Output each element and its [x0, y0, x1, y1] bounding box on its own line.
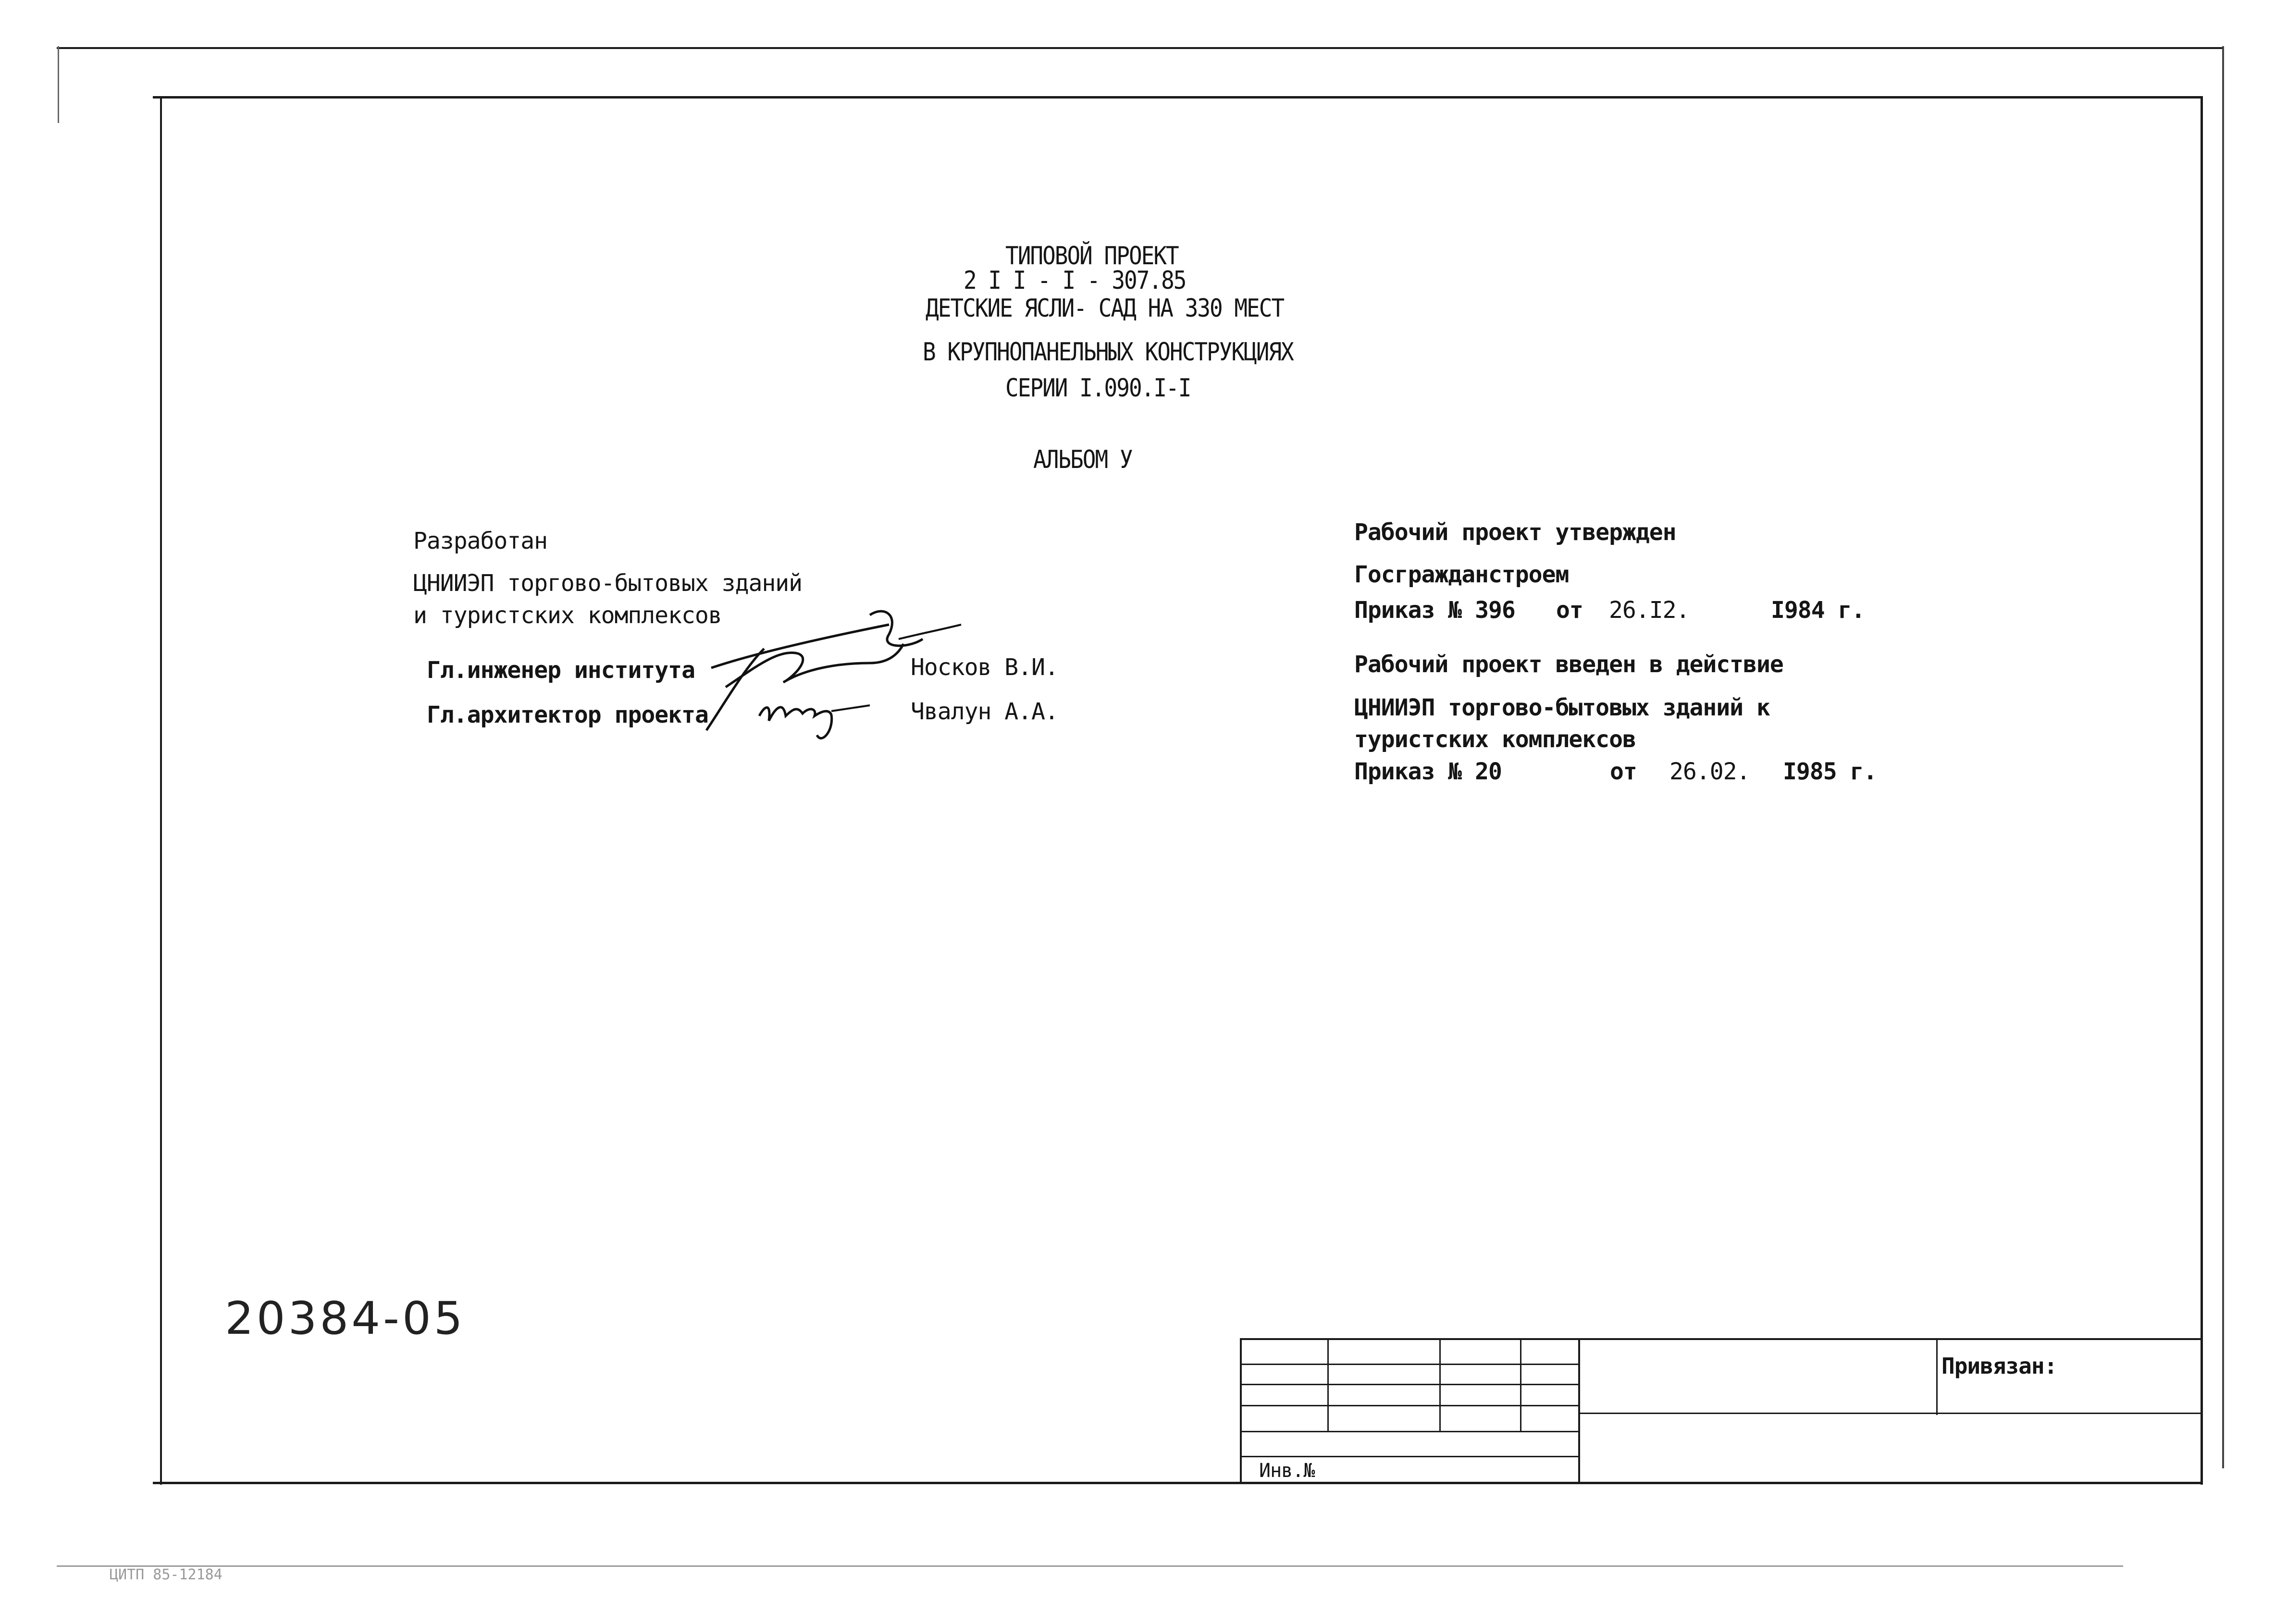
chief-architect-label: Гл.архитектор проекта — [427, 701, 708, 728]
bottom-faint-line — [57, 1565, 2123, 1567]
grid-row-2 — [1241, 1384, 1578, 1385]
order2-year: I985 г. — [1783, 758, 1877, 785]
developer-org-line-2: и туристских комплексов — [413, 602, 722, 629]
order2-date: 26.02. — [1669, 758, 1750, 785]
table-top-line — [1241, 1338, 2201, 1340]
order2-from: от — [1610, 758, 1637, 785]
frame-bottom-line — [153, 1482, 2203, 1484]
enacted-heading: Рабочий проект введен в действие — [1354, 651, 1783, 678]
grid-row-1 — [1241, 1364, 1578, 1365]
outer-top-line — [57, 47, 2224, 49]
title-line-1: ТИПОВОЙ ПРОЕКТ — [1005, 241, 1178, 271]
archive-number: 20384-05 — [225, 1292, 466, 1345]
title-line-5: СЕРИИ I.090.I-I — [1005, 373, 1191, 403]
frame-right-line — [2201, 96, 2203, 1485]
album-label: АЛЬБОМ У — [1033, 445, 1132, 474]
bottom-print-code: ЦИТП 85-12184 — [110, 1566, 223, 1583]
title-line-3: ДЕТСКИЕ ЯСЛИ- САД НА 330 МЕСТ — [926, 294, 1284, 323]
title-line-2: 2 I I - I - 307.85 — [964, 266, 1186, 295]
table-left-line — [1240, 1338, 1242, 1482]
chief-architect-name: Чвалун А.А. — [911, 698, 1058, 725]
outer-right-line — [2222, 46, 2224, 1468]
chief-engineer-name: Носков В.И. — [911, 654, 1058, 681]
order1-label: Приказ № 396 — [1354, 597, 1515, 624]
approved-heading: Рабочий проект утвержден — [1354, 519, 1676, 546]
grid-row-5 — [1241, 1456, 1578, 1457]
order2-label: Приказ № 20 — [1354, 758, 1502, 785]
order1-date: 26.I2. — [1609, 597, 1690, 624]
bound-label: Привязан: — [1941, 1353, 2057, 1379]
developer-org-line-1: ЦНИИЭП торгово-бытовых зданий — [413, 570, 803, 597]
chief-architect-signature — [750, 687, 875, 750]
table-divider-line — [1578, 1338, 1580, 1482]
frame-left-line — [160, 96, 162, 1485]
title-line-4: В КРУПНОПАНЕЛЬНЫХ КОНСТРУКЦИЯХ — [923, 337, 1293, 367]
frame-top-line — [153, 96, 2203, 98]
enacted-org-line-1: ЦНИИЭП торгово-бытовых зданий к — [1354, 694, 1770, 721]
inv-number-label: Инв.№ — [1259, 1460, 1315, 1482]
table-bound-divider-line — [1936, 1338, 1938, 1415]
grid-col-2 — [1439, 1338, 1441, 1432]
approved-by: Госгражданстроем — [1354, 561, 1569, 588]
order1-from: от — [1556, 597, 1583, 624]
grid-row-3 — [1241, 1405, 1578, 1406]
outer-left-line — [58, 46, 59, 123]
grid-col-3 — [1520, 1338, 1521, 1432]
grid-col-1 — [1327, 1338, 1329, 1432]
chief-engineer-label: Гл.инженер института — [427, 657, 695, 684]
order1-year: I984 г. — [1771, 597, 1865, 624]
enacted-org-line-2: туристских комплексов — [1354, 726, 1636, 753]
developed-heading: Разработан — [413, 528, 547, 554]
table-bound-bottom-line — [1580, 1413, 2201, 1414]
grid-row-4 — [1241, 1431, 1578, 1432]
